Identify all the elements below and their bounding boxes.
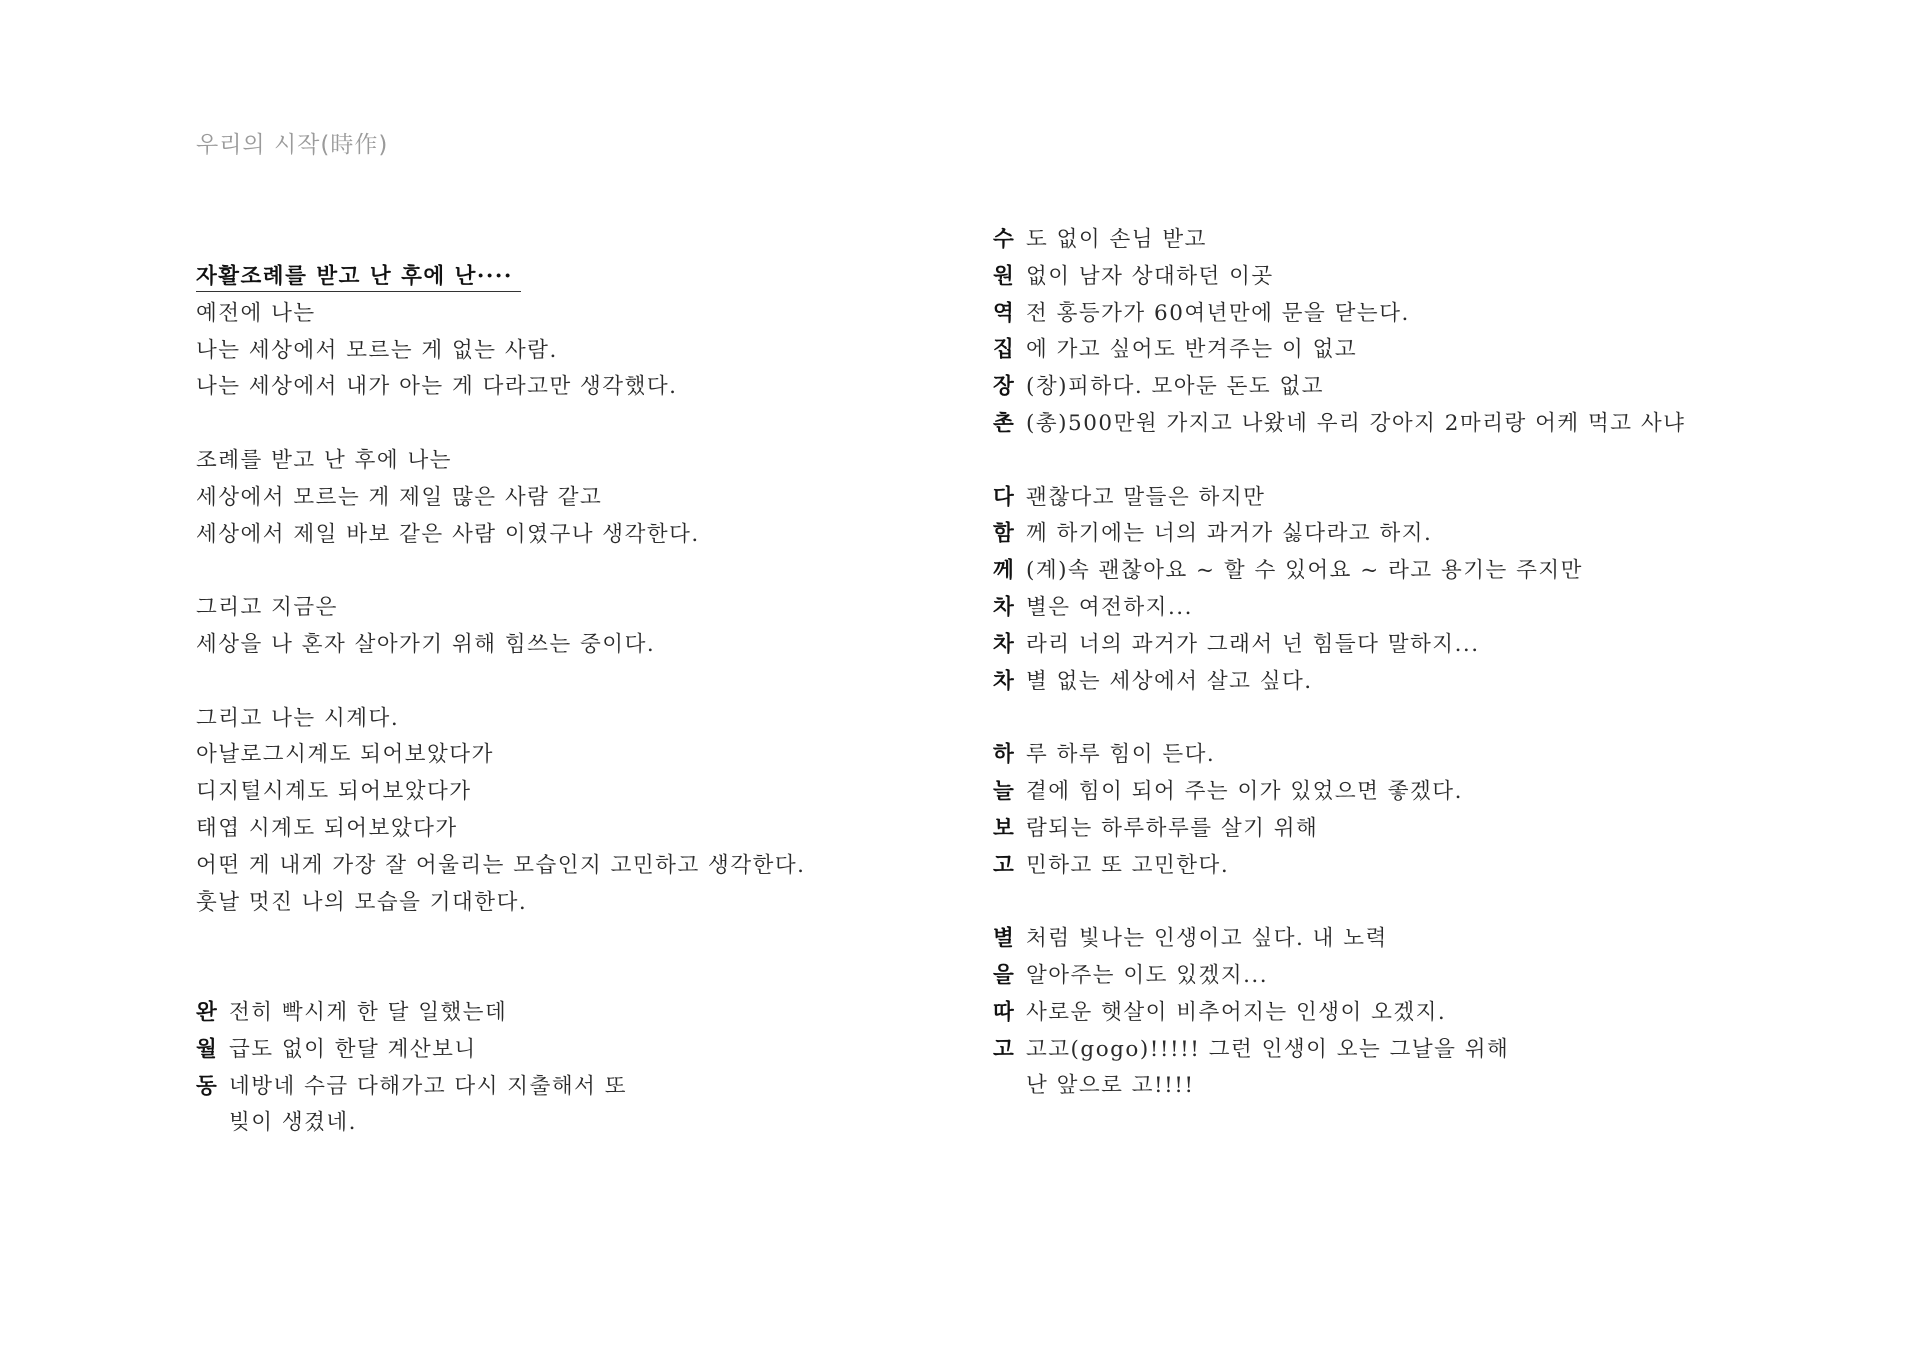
acrostic-line [196,1069,805,1106]
acrostic-line [993,811,1685,848]
acrostic-text: (계)속 괜찮아요 ~ 할 수 있어요 ~ 라고 용기는 주지만 [1026,558,1583,584]
acrostic-line: 빚이 생겼네. [229,1110,358,1136]
acrostic-text: 별 없는 세상에서 살고 싶다. [1026,668,1313,694]
acrostic-text: 별은 여전하지... [1026,594,1193,620]
acrostic-text: 네방네 수금 다해가고 다시 지출해서 또 [229,1073,627,1099]
poem-line: 조례를 받고 난 후에 나는 [196,447,453,473]
acrostic-line [993,369,1685,406]
acrostic-text: 라리 너의 과거가 그래서 넌 힘들다 말하지... [1026,631,1480,657]
acrostic-text: 없이 남자 상대하던 이곳 [1026,263,1274,289]
acrostic-line [196,995,805,1032]
acrostic-text: 급도 없이 한달 계산보니 [229,1036,477,1062]
acrostic-letter: 을 [993,962,1016,988]
acrostic-line [993,995,1685,1032]
acrostic-line [993,958,1685,995]
acrostic-text: (창)피하다. 모아둔 돈도 없고 [1026,374,1325,400]
acrostic-letter: 늘 [993,778,1016,804]
acrostic-letter: 차 [993,631,1016,657]
acrostic-text: 괜찮다고 말들은 하지만 [1026,484,1266,510]
acrostic-line [993,553,1685,590]
acrostic-letter: 차 [993,594,1016,620]
acrostic-letter: 동 [196,1073,219,1099]
acrostic-letter: 장 [993,374,1016,400]
poem-line: 나는 세상에서 모르는 게 없는 사람. [196,337,558,363]
acrostic-line [993,296,1685,333]
acrostic-text: 알아주는 이도 있겠지... [1026,962,1269,988]
acrostic-line [993,627,1685,664]
acrostic-line [993,664,1685,701]
acrostic-letter: 하 [993,742,1016,768]
acrostic-line [196,1032,805,1069]
acrostic-text: 고고(gogo)!!!!! 그런 인생이 오는 그날을 위해 [1026,1036,1510,1062]
acrostic-letter: 함 [993,521,1016,547]
poem-line: 그리고 지금은 [196,595,338,621]
acrostic-line [993,921,1685,958]
acrostic-text: 전히 빡시게 한 달 일했는데 [229,999,508,1025]
acrostic-letter: 촌 [993,410,1016,436]
acrostic-letter: 따 [993,999,1016,1025]
acrostic-text: 처럼 빛나는 인생이고 싶다. 내 노력 [1026,926,1388,952]
acrostic-line [993,259,1685,296]
poem-line: 세상을 나 혼자 살아가기 위해 힘쓰는 중이다. [196,631,656,657]
acrostic-letter: 월 [196,1036,219,1062]
poem-line: 세상에서 제일 바보 같은 사람 이였구나 생각한다. [196,521,700,547]
acrostic-letter: 역 [993,300,1016,326]
acrostic-line [993,737,1685,774]
acrostic-text: 께 하기에는 너의 과거가 싫다라고 하지. [1026,521,1433,547]
page-header: 우리의 시작(時作) [196,132,389,158]
acrostic-letter: 완 [196,999,219,1025]
acrostic-text: 민하고 또 고민한다. [1026,852,1230,878]
acrostic-text: 곁에 힘이 되어 주는 이가 있었으면 좋겠다. [1026,778,1463,804]
acrostic-text: (총)500만원 가지고 나왔네 우리 강아지 2마리랑 어케 먹고 사냐 [1026,410,1686,436]
acrostic-line [993,332,1685,369]
poem-line: 어떤 게 내게 가장 잘 어울리는 모습인지 고민하고 생각한다. [196,852,806,878]
poem-line: 나는 세상에서 내가 아는 게 다라고만 생각했다. [196,374,678,400]
acrostic-line [993,406,1685,443]
acrostic-letter: 원 [993,263,1016,289]
acrostic-line [993,848,1685,885]
acrostic-letter: 다 [993,484,1016,510]
acrostic-line [993,590,1685,627]
acrostic-text: 사로운 햇살이 비추어지는 인생이 오겠지. [1026,999,1447,1025]
acrostic-line [993,1032,1685,1069]
acrostic-letter: 께 [993,558,1016,584]
acrostic-line [993,222,1685,259]
acrostic-letter: 고 [993,852,1016,878]
acrostic-line [993,480,1685,517]
acrostic-letter: 보 [993,815,1016,841]
acrostic-line [993,516,1685,553]
poem-line: 세상에서 모르는 게 제일 많은 사람 같고 [196,484,603,510]
poem-title: 자활조례를 받고 난 후에 난···· [196,263,521,292]
poem-line: 훗날 멋진 나의 모습을 기대한다. [196,889,528,915]
acrostic-text: 전 홍등가가 60여년만에 문을 닫는다. [1026,300,1410,326]
right-column [993,222,1685,1105]
acrostic-letter: 별 [993,926,1016,952]
left-column [196,259,805,1142]
poem-line: 아날로그시계도 되어보았다가 [196,742,494,768]
acrostic-text: 람되는 하루하루를 살기 위해 [1026,815,1319,841]
acrostic-letter: 집 [993,337,1016,363]
acrostic-line: 난 앞으로 고!!!! [1026,1073,1195,1099]
acrostic-text: 도 없이 손님 받고 [1026,227,1207,252]
poem-line: 태엽 시계도 되어보았다가 [196,815,458,841]
acrostic-text: 루 하루 힘이 든다. [1026,742,1216,768]
poem-line: 디지털시계도 되어보았다가 [196,779,472,805]
poem-line: 예전에 나는 [196,300,316,326]
acrostic-letter: 수 [993,227,1016,252]
acrostic-text: 에 가고 싶어도 반겨주는 이 없고 [1026,337,1358,363]
acrostic-letter: 차 [993,668,1016,694]
acrostic-letter: 고 [993,1036,1016,1062]
poem-line: 그리고 나는 시계다. [196,705,400,731]
acrostic-line [993,774,1685,811]
